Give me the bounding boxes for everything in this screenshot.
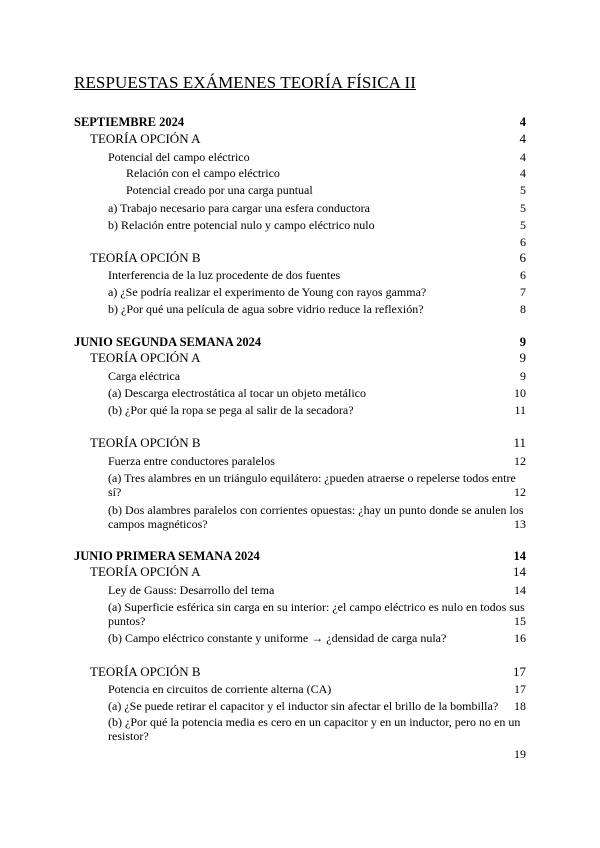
toc-entry-text: Carga eléctrica [108,369,181,383]
toc-entry-text: b) Relación entre potencial nulo y campo eléctrico nulo [108,218,375,232]
toc-entry-text: b) ¿Por qué una película de agua sobre vidrio reduce la reflexión? [108,302,424,316]
toc-entry-text: Fuerza entre conductores paralelos [108,454,275,468]
toc-page-number: 19 [514,747,526,761]
toc-entry-text: a) Trabajo necesario para cargar una esfera conductora [108,201,370,215]
toc-page-number: 4 [519,131,526,146]
toc-page-number: 11 [514,403,526,417]
toc-entry-text: (a) Descarga electrostática al tocar un objeto metálico [108,386,366,400]
toc-page-number: 6 [520,235,526,249]
toc-page-number: 14 [514,583,526,597]
toc-entry-text: TEORÍA OPCIÓN A [90,564,201,579]
toc-page-number: 5 [520,183,526,197]
toc-entry-text: (b) Dos alambres paralelos con corrientes opuestas: ¿hay un punto donde se anulen los campos magnéticos? [108,503,524,531]
toc-page-number: 5 [520,218,526,232]
toc-page-number: 12 [514,454,526,468]
toc-entry[interactable] [0,600,600,628]
toc-page-number: 9 [519,350,526,365]
toc-entry-text: Ley de Gauss: Desarrollo del tema [108,583,275,597]
toc-entry-text: (a) Tres alambres en un triángulo equilátero: ¿pueden atraerse o repelerse todos entre sí? [108,471,516,499]
toc-page-number: 15 [514,614,526,628]
toc-page-number: 7 [520,285,526,299]
toc-entry-text: TEORÍA OPCIÓN A [90,131,201,146]
toc-page-number: 12 [514,485,526,499]
toc-entry-text: (a) ¿Se puede retirar el capacitor y el inductor sin afectar el brillo de la bombilla? [108,699,499,713]
toc-entry-text: Potencial del campo eléctrico [108,150,250,164]
toc-page-number: 18 [514,699,526,713]
toc-page-number: 16 [514,631,526,645]
toc-page-number: 10 [514,386,526,400]
toc-entry-text: (a) Superficie esférica sin carga en su interior: ¿el campo eléctrico es nulo en todos sus puntos? [108,600,525,628]
toc-page-number: 4 [520,150,526,164]
toc-page-number: 14 [513,549,526,563]
toc-entry-text: Potencial creado por una carga puntual [126,183,313,197]
toc-page-number: 4 [520,166,526,180]
toc-page-number: 9 [519,335,526,349]
toc-entry-text: TEORÍA OPCIÓN B [90,435,201,450]
toc-entry[interactable] [0,503,600,531]
toc-page-number: 5 [520,201,526,215]
toc-entry-text: JUNIO SEGUNDA SEMANA 2024 [74,335,262,349]
toc-page-number: 6 [520,268,526,282]
toc-page-number: 11 [513,435,526,450]
toc-entry-text: (b) Campo eléctrico constante y uniforme → ¿densidad de carga nula? [108,631,447,645]
toc-entry-text: Interferencia de la luz procedente de dos fuentes [108,268,341,282]
toc-entry-text: (b) ¿Por qué la potencia media es cero en un capacitor y en un inductor, pero no en un resistor? [108,715,521,743]
toc-entry-text: (b) ¿Por qué la ropa se pega al salir de la secadora? [108,403,354,417]
toc-entry-text: Potencia en circuitos de corriente alterna (CA) [108,682,332,696]
toc-page-number: 17 [513,664,526,679]
toc-entry-text: TEORÍA OPCIÓN B [90,250,201,265]
toc-entry[interactable] [0,471,600,499]
toc-page-number: 4 [519,115,526,129]
toc-entry-text: TEORÍA OPCIÓN B [90,664,201,679]
toc-entry-text: TEORÍA OPCIÓN A [90,350,201,365]
toc-entry-text: Relación con el campo eléctrico [126,166,280,180]
toc-entry-text: JUNIO PRIMERA SEMANA 2024 [74,549,260,563]
toc-page-number: 6 [519,250,526,265]
toc-entry-text: SEPTIEMBRE 2024 [74,115,185,129]
toc-page-number: 13 [514,517,526,531]
document-title: RESPUESTAS EXÁMENES TEORÍA FÍSICA II [74,73,416,92]
toc-page-number: 17 [514,682,526,696]
toc-page-number: 8 [520,302,526,316]
toc-page-number: 9 [520,369,526,383]
toc-entry-text: a) ¿Se podría realizar el experimento de Young con rayos gamma? [108,285,427,299]
toc-page-number: 14 [513,564,526,579]
toc-entry[interactable] [0,715,600,743]
